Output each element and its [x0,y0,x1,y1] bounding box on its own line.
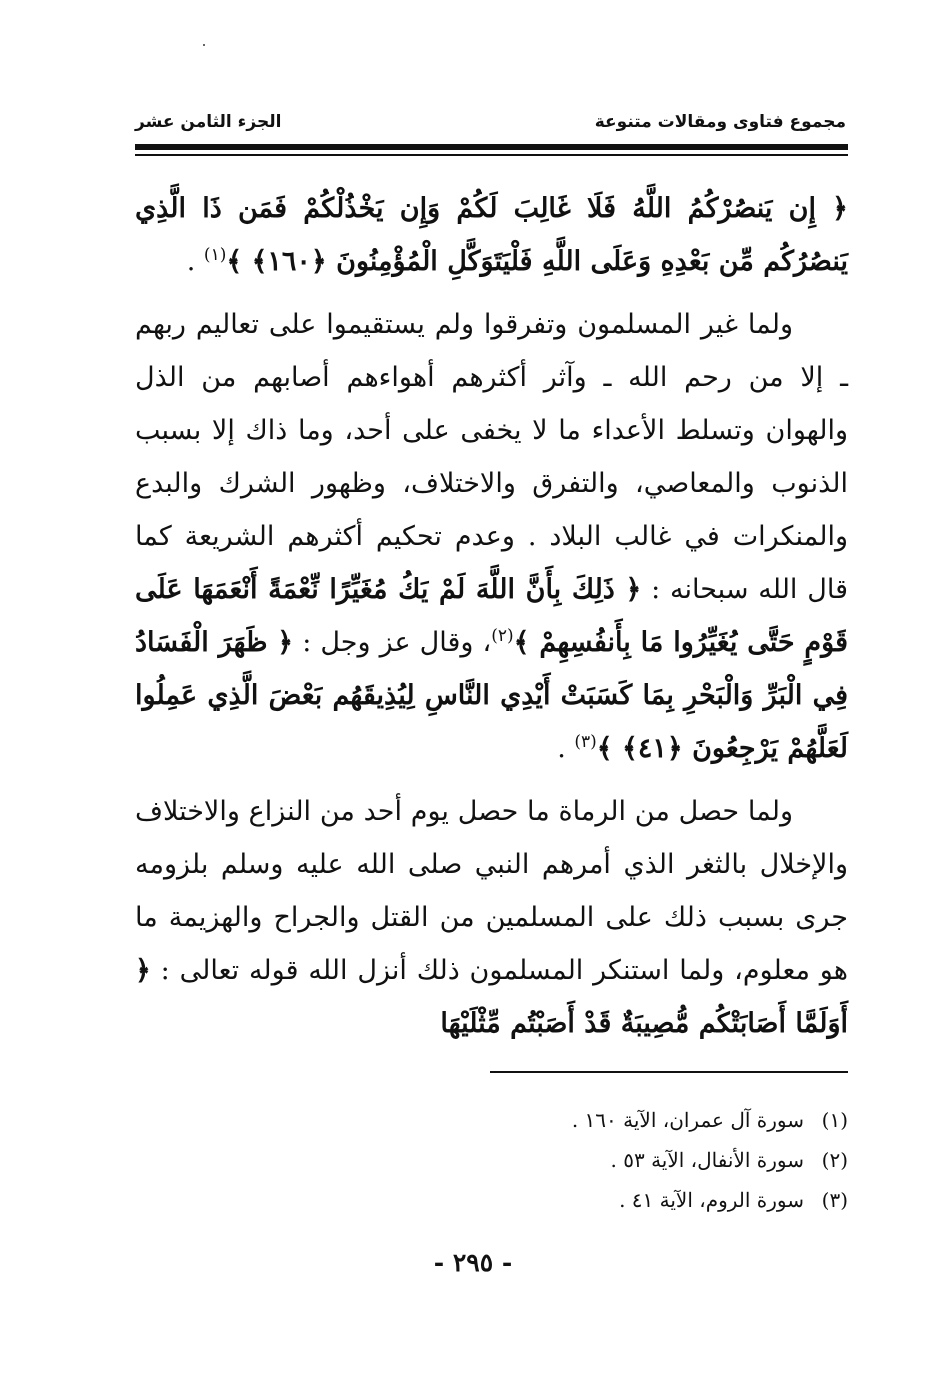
footnote-ref-1: (١) [203,245,227,265]
paragraph-2 [135,298,848,775]
footnote-item [148,1140,848,1180]
footnote-number: (٢) [821,1148,848,1172]
footnote-item [148,1180,848,1220]
footnote-text: سورة الأنفال، الآية ٥٣ . [610,1148,804,1172]
footnote-number: (٣) [821,1188,848,1212]
quran-verse-2: ﴿ ذَلِكَ بِأَنَّ اللَّهَ لَمْ يَكُ مُغَيِّرًا نِّعْمَةً أَنْعَمَهَا عَلَى قَوْمٍ حَتَّى يُغَيِّرُوا مَا بِأَنفُسِهِمْ ﴾ [135,574,849,658]
footnote-separator [490,1071,848,1073]
footnote-text: سورة آل عمران، الآية ١٦٠ . [571,1108,804,1132]
paragraph-2-text: ولما غير المسلمون وتفرقوا ولم يستقيموا على تعاليم ربهم ـ إلا من رحم الله ـ وآثر أكثرهم أهواءهم أصابهم من الذل والهوان وتسلط الأعداء ما لا يخفى على أحد، وما ذاك إلا بسبب الذنوب والمعاصي، والتفرق والاختلاف، وظهور الشرك والبدع والمنكرات في غالب البلاد . وعدم تحكيم أكثرهم الشريعة كما قال الله سبحانه : [135,309,848,605]
header-rule-thick [135,144,848,150]
scan-speck [203,44,205,46]
page-number: - ٢٩٥ - [433,1248,513,1277]
quran-verse-3: ﴿ ظَهَرَ الْفَسَادُ فِي الْبَرِّ وَالْبَحْرِ بِمَا كَسَبَتْ أَيْدِي النَّاسِ لِيُذِيقَهُم بَعْضَ الَّذِي عَمِلُوا لَعَلَّهُمْ يَرْجِعُونَ ﴿٤١﴾ ﴾ [135,627,848,764]
paragraph-3 [135,785,848,1050]
footnote-ref-2: (٢) [491,626,514,646]
main-text [135,182,848,1050]
quran-verse-1: ﴿ إِن يَنصُرْكُمُ اللَّهُ فَلَا غَالِبَ لَكُمْ وَإِن يَخْذُلْكُمْ فَمَن ذَا الَّذِي يَنصُرُكُم مِّن بَعْدِهِ وَعَلَى اللَّهِ فَلْيَتَوَكَّلِ الْمُؤْمِنُونَ ﴿١٦٠﴾ ﴾ [135,193,848,277]
paragraph-1-end: . [186,246,204,277]
footnote-text: سورة الروم، الآية ٤١ . [619,1188,804,1212]
footnote-number: (١) [821,1108,848,1132]
volume-part: الجزء الثامن عشر [135,112,282,132]
paragraph-1 [135,182,848,288]
footnote-item [148,1100,848,1140]
paragraph-2-end: . [557,733,575,764]
footnote-ref-3: (٣) [574,732,597,752]
header-rule-thin [135,154,848,156]
paragraph-3-text: ولما حصل من الرماة ما حصل يوم أحد من النزاع والاختلاف والإخلال بالثغر الذي أمرهم النبي صلى الله عليه وسلم بلزومه جرى بسبب ذلك على المسلمين من القتل والجراح والهزيمة ما هو معلوم، ولما استنكر المسلمون ذلك أنزل الله قوله تعالى : [135,796,848,986]
quran-verse-4: ﴿ أَوَلَمَّا أَصَابَتْكُم مُّصِيبَةٌ قَدْ أَصَبْتُم مِّثْلَيْهَا [135,955,848,1039]
paragraph-2-mid: ، وقال عز وجل : [293,627,492,658]
book-title: مجموع فتاوى ومقالات متنوعة [594,112,846,132]
footnotes [148,1100,848,1220]
running-header [135,108,846,138]
